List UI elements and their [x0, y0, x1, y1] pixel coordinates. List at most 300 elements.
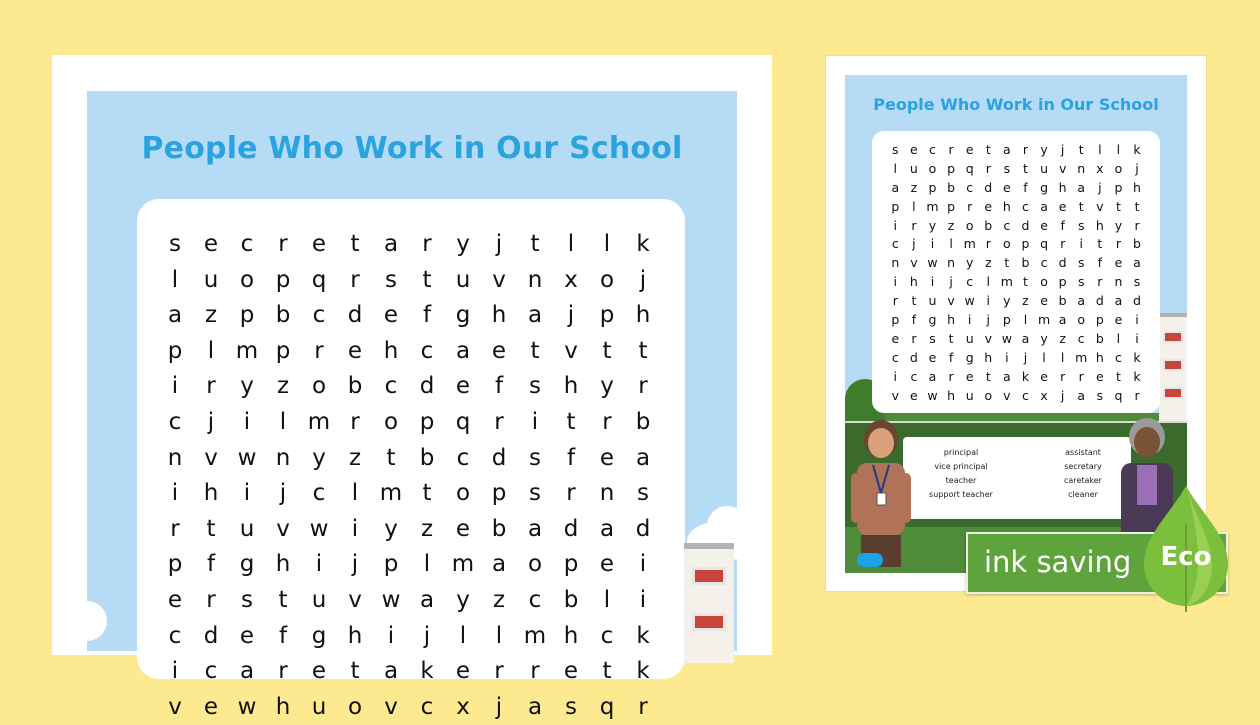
grid-small-letter: z [910, 179, 918, 195]
grid-small-letter: t [1097, 236, 1103, 252]
grid-small-letter: w [1001, 330, 1012, 346]
word-search-grid [157, 227, 661, 725]
word-search-grid-small [886, 141, 1146, 405]
grid-small-letter: e [910, 142, 918, 157]
grid-letter: v [204, 444, 218, 471]
grid-letter: r [602, 408, 612, 435]
grid-letter: i [243, 480, 251, 507]
grid-small-letter: z [1022, 293, 1029, 309]
grid-small-letter: y [1114, 217, 1123, 233]
grid-small-letter: t [1004, 255, 1010, 271]
building-window [1163, 387, 1183, 399]
grid-small-letter: v [947, 293, 955, 309]
grid-letter: s [169, 231, 181, 257]
grid-letter: n [527, 266, 543, 293]
grid-small-letter: r [985, 160, 991, 176]
word-item: secretary [1064, 462, 1102, 471]
grid-small-letter: s [1077, 217, 1085, 233]
grid-letter: c [420, 693, 434, 720]
grid-letter: c [456, 444, 470, 471]
building-window [1163, 359, 1183, 371]
grid-small-letter: g [1040, 179, 1049, 195]
grid-small-letter: z [947, 217, 955, 233]
grid-small-letter: r [1134, 387, 1140, 403]
grid-letter: d [491, 444, 507, 471]
grid-letter: h [383, 337, 399, 364]
grid-letter: r [422, 231, 432, 257]
grid-letter: c [168, 622, 182, 649]
grid-small-letter: i [930, 236, 935, 252]
grid-small-letter: r [948, 368, 954, 384]
grid-letter: c [420, 337, 434, 364]
grid-small-letter: v [1058, 160, 1067, 176]
grid-small-letter: n [947, 255, 956, 271]
grid-letter: k [636, 622, 650, 649]
grid-small-letter: c [1003, 217, 1011, 233]
grid-small-letter: j [1023, 349, 1028, 365]
grid-small-letter: t [1078, 198, 1084, 214]
grid-small-letter: a [1003, 142, 1011, 157]
grid-letter: g [455, 302, 471, 329]
grid-small-letter: j [1135, 160, 1139, 176]
grid-letter: l [423, 551, 431, 578]
twinkl-logo-icon [857, 553, 883, 567]
grid-letter: e [203, 231, 219, 257]
school-building [684, 543, 734, 663]
grid-small-letter: k [1133, 349, 1141, 365]
grid-letter: t [530, 231, 540, 257]
grid-letter: s [529, 480, 541, 507]
grid-small-letter: p [1095, 312, 1104, 328]
grid-small-letter: r [1022, 142, 1029, 157]
grid-letter: i [315, 551, 323, 578]
grid-letter: r [278, 231, 288, 257]
grid-small-letter: z [984, 255, 992, 271]
building-window [692, 567, 726, 585]
grid-letter: r [638, 373, 648, 400]
grid-small-letter: q [1114, 387, 1123, 403]
grid-small-letter: d [1095, 293, 1104, 309]
grid-small-letter: n [1114, 274, 1123, 290]
grid-small-letter: e [1114, 312, 1123, 328]
grid-small-letter: r [1060, 368, 1066, 384]
grid-letter: i [243, 408, 251, 435]
grid-small-letter: s [892, 142, 899, 157]
word-list-left [911, 446, 1011, 502]
grid-small-letter: v [1096, 198, 1104, 214]
grid-small-letter: p [1021, 236, 1030, 252]
grid-letter: a [455, 337, 471, 364]
grid-small-letter: c [1022, 198, 1029, 214]
worksheet-title: People Who Work in Our School [141, 131, 683, 166]
grid-small-letter: w [964, 293, 975, 309]
grid-small-letter: o [928, 160, 937, 176]
grid-letter: e [455, 373, 471, 400]
grid-small-letter: i [967, 312, 972, 328]
grid-letter: c [204, 658, 218, 685]
grid-small-letter: y [1040, 142, 1048, 157]
grid-letter: o [239, 266, 255, 293]
grid-small-letter: p [947, 160, 956, 176]
grid-small-letter: a [1133, 255, 1141, 271]
grid-letter: w [237, 693, 257, 720]
grid-letter: j [567, 302, 575, 329]
grid-letter: h [563, 622, 579, 649]
grid-small-letter: y [1003, 293, 1011, 309]
grid-small-letter: d [984, 179, 993, 195]
grid-letter: o [311, 373, 327, 400]
grid-letter: f [566, 444, 576, 471]
grid-small-letter: h [1133, 179, 1141, 195]
grid-letter: y [312, 444, 326, 471]
grid-letter: o [599, 266, 615, 293]
grid-letter: p [383, 551, 399, 578]
word-list-box [903, 437, 1131, 519]
grid-small-letter: j [1098, 179, 1102, 195]
grid-small-letter: c [1040, 255, 1048, 271]
grid-small-letter: x [1040, 387, 1048, 403]
grid-letter: e [563, 658, 579, 685]
grid-letter: a [239, 658, 255, 685]
grid-small-letter: p [947, 198, 956, 214]
grid-small-letter: p [928, 179, 937, 195]
grid-small-letter: h [909, 274, 918, 290]
grid-letter: i [351, 515, 359, 542]
grid-small-letter: k [1133, 142, 1141, 157]
grid-small-letter: v [891, 387, 899, 403]
grid-small-letter: e [1095, 368, 1104, 384]
grid-small-letter: u [965, 330, 974, 346]
word-item: principal [943, 448, 979, 457]
grid-letter: l [207, 337, 215, 364]
grid-small-letter: n [1077, 160, 1086, 176]
grid-small-letter: p [891, 312, 900, 328]
grid-small-letter: k [1133, 368, 1141, 384]
grid-small-letter: l [949, 236, 953, 252]
grid-letter: p [491, 480, 507, 507]
grid-letter: t [350, 658, 360, 685]
grid-letter: d [347, 302, 363, 329]
grid-small-letter: r [1097, 274, 1103, 290]
grid-small-letter: s [929, 330, 936, 346]
grid-small-letter: r [1134, 217, 1140, 233]
grid-small-letter: m [963, 236, 976, 252]
grid-letter: a [599, 515, 615, 542]
grid-small-letter: e [1003, 179, 1011, 195]
grid-letter: t [278, 586, 288, 613]
grid-small-letter: c [966, 274, 974, 290]
grid-small-letter: r [892, 293, 898, 309]
grid-small-letter: t [1078, 142, 1084, 157]
grid-letter: b [347, 373, 363, 400]
grid-small-letter: m [1037, 312, 1051, 328]
grid-small-letter: i [986, 293, 990, 309]
grid-small-letter: a [1040, 198, 1048, 214]
grid-letter: u [203, 266, 219, 293]
grid-letter: c [240, 231, 254, 257]
grid-small-letter: c [910, 368, 918, 384]
grid-letter: u [455, 266, 471, 293]
grid-small-letter: s [1003, 160, 1011, 176]
grid-letter: i [171, 373, 179, 400]
grid-letter: k [636, 231, 650, 257]
grid-letter: v [276, 515, 290, 542]
grid-letter: x [456, 693, 470, 720]
grid-letter: w [309, 515, 329, 542]
grid-letter: r [350, 266, 360, 293]
grid-letter: m [235, 337, 259, 364]
grid-small-letter: s [1077, 255, 1085, 271]
grid-small-letter: v [1003, 387, 1011, 403]
grid-letter: l [603, 586, 611, 613]
grid-small-letter: y [965, 255, 974, 271]
grid-small-letter: t [948, 330, 954, 346]
building-window [692, 613, 726, 631]
grid-letter: i [531, 408, 539, 435]
grid-letter: e [599, 444, 615, 471]
grid-small-letter: m [1075, 349, 1088, 365]
grid-small-letter: d [1021, 217, 1030, 233]
grid-letter: h [491, 302, 507, 329]
grid-letter: b [491, 515, 507, 542]
grid-letter: s [529, 444, 541, 471]
grid-small-letter: b [1021, 255, 1030, 271]
grid-small-letter: y [1040, 330, 1048, 346]
grid-letter: d [563, 515, 579, 542]
grid-letter: r [350, 408, 360, 435]
grid-small-letter: i [893, 274, 898, 290]
grid-letter: h [635, 302, 651, 329]
grid-small-letter: l [1116, 142, 1121, 157]
grid-small-letter: a [1077, 387, 1086, 403]
grid-letter: z [204, 302, 218, 329]
grid-letter: m [451, 551, 475, 578]
grid-letter: w [381, 586, 401, 613]
grid-letter: a [635, 444, 651, 471]
grid-letter: n [275, 444, 291, 471]
grid-letter: o [455, 480, 471, 507]
grid-letter: p [599, 302, 615, 329]
grid-letter: b [563, 586, 579, 613]
grid-small-letter: a [1058, 312, 1067, 328]
grid-letter: t [422, 266, 432, 293]
grid-small-letter: c [1022, 387, 1029, 403]
grid-letter: l [459, 622, 467, 649]
grid-small-letter: v [910, 255, 918, 271]
grid-small-letter: n [891, 255, 900, 271]
grid-small-letter: o [984, 387, 993, 403]
grid-small-letter: e [1058, 198, 1067, 214]
grid-letter: v [348, 586, 362, 613]
worksheet-large [52, 55, 772, 720]
grid-small-letter: b [984, 217, 993, 233]
grid-letter: m [379, 480, 403, 507]
grid-letter: e [491, 337, 507, 364]
grid-small-letter: r [985, 236, 991, 252]
grid-letter: r [494, 408, 504, 435]
grid-small-letter: j [986, 312, 990, 328]
grid-small-letter: m [1000, 274, 1013, 290]
grid-letter: c [528, 586, 542, 613]
grid-letter: n [167, 444, 183, 471]
grid-letter: l [351, 480, 359, 507]
grid-letter: o [527, 551, 543, 578]
grid-letter: i [639, 586, 647, 613]
grid-small-letter: u [1040, 160, 1049, 176]
grid-letter: r [530, 658, 540, 685]
grid-letter: k [420, 658, 434, 685]
grid-letter: l [171, 266, 179, 293]
word-item: teacher [945, 476, 977, 485]
grid-small-letter: i [1079, 236, 1083, 252]
grid-letter: l [603, 231, 611, 257]
word-item: cleaner [1068, 490, 1098, 499]
grid-letter: y [240, 373, 254, 400]
grid-letter: c [312, 302, 326, 329]
grid-small-letter: c [891, 236, 899, 252]
grid-small-letter: u [965, 387, 974, 403]
sky-background [87, 91, 737, 720]
grid-small-letter: o [1040, 274, 1048, 290]
grid-letter: r [170, 515, 180, 542]
word-item: assistant [1065, 448, 1101, 457]
grid-letter: f [494, 373, 504, 400]
grid-small-letter: v [984, 330, 992, 346]
grid-letter: c [312, 480, 326, 507]
grid-small-letter: u [909, 160, 918, 176]
grid-letter: r [278, 658, 288, 685]
grid-small-letter: q [1040, 236, 1049, 252]
grid-small-letter: q [965, 160, 974, 176]
grid-letter: i [171, 658, 179, 685]
grid-letter: v [384, 693, 398, 720]
grid-letter: p [167, 337, 183, 364]
grid-small-letter: p [1002, 312, 1011, 328]
grid-small-letter: r [948, 142, 954, 157]
grid-letter: s [565, 693, 577, 720]
grid-small-letter: a [1077, 179, 1086, 195]
grid-small-letter: j [912, 236, 916, 252]
grid-letter: h [275, 551, 291, 578]
grid-small-letter: j [1060, 387, 1065, 403]
grid-small-letter: a [891, 179, 900, 195]
grid-small-letter: t [911, 293, 917, 309]
grid-small-letter: c [891, 349, 899, 365]
grid-small-letter: e [910, 387, 918, 403]
grid-letter: d [419, 373, 435, 400]
grid-letter: e [455, 658, 471, 685]
grid-letter: e [599, 551, 615, 578]
grid-small-letter: l [986, 274, 990, 290]
grid-letter: d [635, 515, 651, 542]
ink-saving-label: ink saving [984, 545, 1132, 579]
grid-letter: q [455, 408, 471, 435]
grid-letter: a [491, 551, 507, 578]
grid-small-letter: t [985, 368, 991, 384]
grid-small-letter: l [1023, 312, 1028, 328]
grid-letter: j [279, 480, 287, 507]
grid-letter: r [206, 586, 216, 613]
school-building [1159, 313, 1187, 421]
word-item: vice principal [934, 462, 988, 471]
grid-letter: r [566, 480, 576, 507]
grid-letter: t [602, 658, 612, 685]
word-search-card [137, 199, 685, 720]
grid-small-letter: t [985, 142, 991, 157]
grid-small-letter: o [1114, 160, 1123, 176]
grid-letter: j [351, 551, 359, 578]
grid-letter: m [307, 408, 331, 435]
grid-letter: p [563, 551, 579, 578]
grid-small-letter: r [1060, 236, 1066, 252]
grid-letter: z [492, 586, 506, 613]
grid-small-letter: b [947, 179, 956, 195]
grid-letter: d [203, 622, 219, 649]
grid-small-letter: k [1021, 368, 1030, 384]
grid-small-letter: r [911, 217, 917, 233]
grid-letter: s [385, 266, 397, 293]
grid-letter: e [203, 693, 219, 720]
grid-small-letter: s [1133, 274, 1141, 290]
grid-small-letter: e [928, 349, 937, 365]
grid-letter: z [420, 515, 434, 542]
grid-letter: u [311, 693, 327, 720]
grid-letter: h [347, 622, 363, 649]
grid-small-letter: i [1135, 312, 1139, 328]
grid-letter: p [419, 408, 435, 435]
grid-small-letter: m [926, 198, 939, 214]
grid-small-letter: e [1040, 368, 1048, 384]
grid-letter: z [276, 373, 290, 400]
cloud [707, 506, 747, 546]
grid-small-letter: g [965, 349, 974, 365]
grid-small-letter: h [1095, 349, 1104, 365]
grid-letter: y [600, 373, 614, 400]
grid-letter: e [167, 586, 183, 613]
grid-letter: c [168, 408, 182, 435]
grid-letter: t [602, 337, 612, 364]
grid-small-letter: e [984, 198, 993, 214]
grid-letter: v [168, 693, 182, 720]
grid-letter: i [387, 622, 395, 649]
grid-small-letter: f [1023, 179, 1028, 195]
grid-small-letter: r [967, 198, 973, 214]
grid-small-letter: d [1058, 255, 1067, 271]
grid-letter: p [275, 337, 291, 364]
eco-label: Eco [1160, 542, 1212, 572]
grid-small-letter: w [927, 387, 938, 403]
grid-small-letter: o [1077, 312, 1086, 328]
grid-small-letter: p [1058, 274, 1067, 290]
grid-small-letter: d [1133, 293, 1141, 309]
grid-letter: p [167, 551, 183, 578]
grid-small-letter: r [1115, 236, 1121, 252]
grid-small-letter: b [1095, 330, 1104, 346]
grid-letter: m [523, 622, 547, 649]
building-window [1163, 331, 1183, 343]
grid-letter: f [278, 622, 288, 649]
grid-small-letter: e [1114, 255, 1123, 271]
grid-letter: a [383, 658, 399, 685]
grid-small-letter: l [1116, 330, 1121, 346]
grid-small-letter: b [1058, 293, 1067, 309]
grid-letter: e [311, 658, 327, 685]
grid-letter: y [384, 515, 398, 542]
grid-letter: k [636, 658, 650, 685]
grid-small-letter: a [928, 368, 937, 384]
word-item: support teacher [929, 490, 993, 499]
grid-letter: t [638, 337, 648, 364]
